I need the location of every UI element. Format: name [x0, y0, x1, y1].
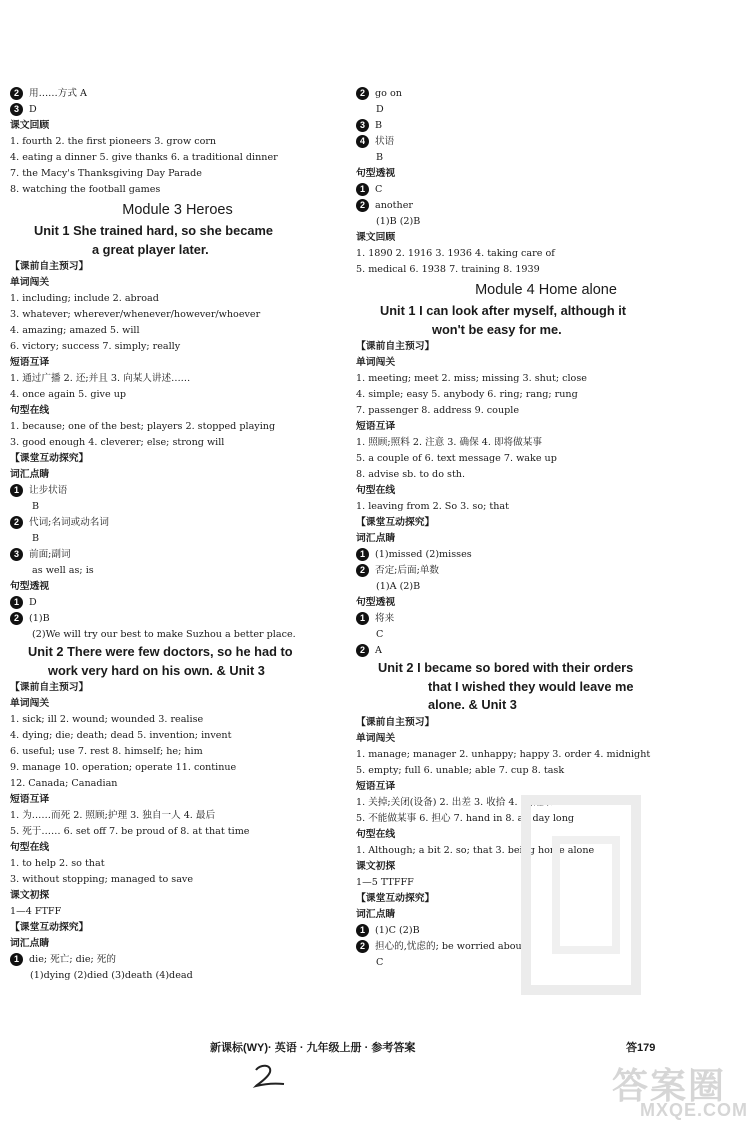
section-heading: 词汇点睛 [10, 938, 50, 949]
answer-text: 担心的,忧虑的; be worried about [375, 940, 526, 952]
numbered-answer [356, 547, 736, 563]
answer-line: 1. 照顾;照料 2. 注意 3. 确保 4. 即将做某事 [356, 437, 542, 448]
module-title: Module 4 Home alone [475, 282, 617, 298]
answer-line: 7. the Macy's Thanksgiving Day Parade [10, 168, 202, 179]
section-heading: 课文回顾 [10, 120, 50, 131]
number-badge: 2 [10, 516, 23, 529]
answer-text: another [375, 200, 413, 211]
answer-line: 1. sick; ill 2. wound; wounded 3. realise [10, 714, 204, 725]
answer-text: A [375, 645, 382, 656]
numbered-answer [10, 515, 345, 531]
section-heading: 【课堂互动探究】 [10, 453, 89, 464]
numbered-answer [356, 563, 736, 579]
indented-answer: D [376, 104, 384, 115]
answer-line: 1. leaving from 2. So 3. so; that [356, 501, 509, 512]
answer-text: go on [375, 88, 402, 99]
answer-line: 4. dying; die; death; dead 5. invention; invent [10, 730, 232, 741]
indented-answer: B [376, 152, 384, 163]
section-heading: 【课前自主预习】 [356, 341, 435, 352]
unit-title: Unit 2 I became so bored with their orders [378, 660, 634, 675]
answer-line: 7. passenger 8. address 9. couple [356, 405, 520, 416]
answer-line: 1. because; one of the best; players 2. stopped playing [10, 421, 276, 432]
answer-text: 用……方式 A [29, 88, 87, 99]
answer-line: 5. 死于…… 6. set off 7. be proud of 8. at that time [10, 826, 250, 837]
number-badge: 1 [10, 953, 23, 966]
answer-line: 3. whatever; wherever/whenever/however/whoever [10, 309, 261, 320]
indented-answer: C [376, 956, 384, 968]
answer-line: 1. Although; a bit 2. so; that 3. being home alone [356, 844, 595, 856]
numbered-answer [10, 595, 345, 611]
section-heading: 单词闯关 [356, 357, 396, 368]
answer-line: 5. 不能做某事 6. 担心 7. hand in 8. all day long [356, 812, 575, 824]
number-badge: 4 [356, 135, 369, 148]
section-heading: 词汇点睛 [10, 469, 50, 480]
watermark-url: MXQE.COM [640, 1100, 749, 1120]
section-heading: 短语互译 [356, 421, 396, 432]
answer-line: 4. amazing; amazed 5. will [10, 325, 140, 336]
answer-line: 6. useful; use 7. rest 8. himself; he; him [10, 746, 203, 757]
answer-line: 5. a couple of 6. text message 7. wake up [356, 453, 557, 464]
left-column [10, 86, 345, 984]
section-heading: 【课堂互动探究】 [10, 922, 89, 933]
numbered-answer [356, 611, 736, 627]
number-badge: 2 [356, 199, 369, 212]
indented-answer: (2)We will try our best to make Suzhou a better place. [32, 629, 296, 640]
section-heading: 词汇点睛 [356, 533, 396, 544]
section-heading: 句型透视 [10, 581, 50, 592]
answer-line: 1. 1890 2. 1916 3. 1936 4. taking care of [356, 248, 555, 259]
answer-text: 否定;后面;单数 [375, 565, 440, 576]
section-heading: 短语互译 [10, 794, 50, 805]
answer-text: D [29, 597, 37, 608]
answer-text: C [375, 184, 383, 195]
unit-title-cont: work very hard on his own. & Unit 3 [48, 662, 265, 678]
answer-line: 1—4 FTFF [10, 906, 62, 917]
number-badge: 2 [356, 644, 369, 657]
watermark-logo: 答案圈 [612, 1065, 727, 1106]
indented-answer: as well as; is [32, 565, 94, 576]
indented-answer: (1)dying (2)died (3)death (4)dead [30, 970, 193, 981]
numbered-answer [10, 102, 345, 118]
answer-text: (1)missed (2)misses [375, 549, 472, 560]
section-heading: 【课前自主预习】 [10, 261, 89, 272]
number-badge: 1 [10, 596, 23, 609]
answer-text: die; 死亡; die; 死的 [29, 954, 116, 965]
answer-line: 1. fourth 2. the first pioneers 3. grow corn [10, 136, 217, 147]
faint-background-pattern [496, 780, 666, 1010]
answer-text: B [375, 120, 383, 131]
answer-line: 1. meeting; meet 2. miss; missing 3. shut; close [356, 373, 587, 384]
answer-line: 9. manage 10. operation; operate 11. continue [10, 762, 237, 773]
answer-line: 8. watching the football games [10, 184, 161, 195]
section-heading: 短语互译 [10, 357, 50, 368]
numbered-answer [10, 952, 345, 968]
section-heading: 单词闯关 [356, 732, 396, 744]
section-heading: 短语互译 [356, 780, 396, 792]
number-badge: 1 [10, 484, 23, 497]
section-heading: 课文回顾 [356, 232, 396, 243]
number-badge: 2 [10, 612, 23, 625]
section-heading: 【课前自主预习】 [10, 682, 89, 693]
section-heading: 句型在线 [10, 842, 50, 853]
page-number: 答179 [626, 1042, 656, 1054]
unit-title: Unit 1 She trained hard, so she became [34, 223, 273, 238]
answer-text: D [29, 104, 37, 115]
section-heading: 单词闯关 [10, 698, 50, 709]
numbered-answer [356, 134, 736, 150]
number-badge: 1 [356, 183, 369, 196]
number-badge: 2 [356, 87, 369, 100]
numbered-answer [356, 118, 736, 134]
unit-title-cont: alone. & Unit 3 [428, 697, 517, 712]
section-heading: 【课堂互动探究】 [356, 517, 435, 528]
numbered-answer [356, 643, 736, 659]
number-badge: 2 [356, 940, 369, 953]
section-heading: 【课堂互动探究】 [356, 892, 435, 904]
answer-text: 将来 [375, 613, 395, 624]
answer-line: 1. manage; manager 2. unhappy; happy 3. order 4. midnight [356, 748, 651, 760]
answer-line: 4. once again 5. give up [10, 389, 127, 400]
answer-text: (1)B [29, 613, 50, 624]
section-heading: 句型在线 [356, 828, 396, 840]
numbered-answer [10, 86, 345, 102]
answer-line: 1. including; include 2. abroad [10, 293, 159, 304]
answer-line: 1. to help 2. so that [10, 858, 105, 869]
answer-line: 12. Canada; Canadian [10, 778, 118, 789]
section-heading: 词汇点睛 [356, 908, 396, 920]
answer-line: 1. 为……而死 2. 照顾;护理 3. 独自一人 4. 最后 [10, 810, 216, 821]
number-badge: 2 [356, 564, 369, 577]
number-badge: 3 [10, 103, 23, 116]
number-badge: 3 [356, 119, 369, 132]
indented-answer: C [376, 629, 384, 640]
numbered-answer [356, 182, 736, 198]
number-badge: 2 [10, 87, 23, 100]
unit-title-cont: a great player later. [92, 241, 209, 257]
section-heading: 句型在线 [356, 485, 396, 496]
numbered-answer [10, 611, 345, 627]
answer-line: 3. good enough 4. cleverer; else; strong will [10, 437, 225, 448]
answer-line: 5. medical 6. 1938 7. training 8. 1939 [356, 264, 540, 275]
answer-line: 4. simple; easy 5. anybody 6. ring; rang; rung [356, 389, 578, 400]
numbered-answer [10, 483, 345, 499]
section-heading: 单词闯关 [10, 277, 50, 288]
indented-answer: (1)A (2)B [376, 581, 421, 592]
handwritten-mark [250, 1062, 290, 1090]
page-footer: 新课标(WY)· 英语 · 九年级上册 · 参考答案 [210, 1042, 416, 1054]
section-heading: 课文初探 [10, 890, 50, 901]
number-badge: 1 [356, 612, 369, 625]
section-heading: 课文初探 [356, 860, 396, 872]
answer-text: 前面;副词 [29, 549, 71, 560]
answer-line: 4. eating a dinner 5. give thanks 6. a traditional dinner [10, 152, 278, 163]
indented-answer: B [32, 533, 40, 544]
section-heading: 【课前自主预习】 [356, 716, 435, 728]
numbered-answer [356, 198, 736, 214]
answer-line: 6. victory; success 7. simply; really [10, 341, 181, 352]
answer-line: 1. 通过广播 2. 还;并且 3. 向某人讲述…… [10, 373, 191, 384]
answer-text: 状语 [375, 136, 395, 147]
answer-line: 1. 关掉;关闭(设备) 2. 出差 3. 收拾 4. 醒;醒来 [356, 796, 553, 808]
answer-line: 1—5 TTFFF [356, 876, 414, 888]
answer-line: 5. empty; full 6. unable; able 7. cup 8. task [356, 764, 565, 776]
unit-title: Unit 1 I can look after myself, although it [380, 303, 627, 318]
unit-title-cont: that I wished they would leave me [428, 678, 634, 694]
number-badge: 1 [356, 924, 369, 937]
module-title: Module 3 Heroes [122, 202, 233, 218]
section-heading: 句型在线 [10, 405, 50, 416]
unit-title: Unit 2 There were few doctors, so he had to [28, 644, 293, 659]
numbered-answer [10, 547, 345, 563]
section-heading: 句型透视 [356, 168, 396, 179]
answer-text: 让步状语 [29, 485, 68, 496]
answer-text: (1)C (2)B [375, 924, 420, 936]
number-badge: 1 [356, 548, 369, 561]
indented-answer: B [32, 501, 40, 512]
section-heading: 句型透视 [356, 597, 396, 608]
unit-title-cont: won't be easy for me. [432, 321, 562, 337]
answer-text: 代词;名词或动名词 [29, 517, 109, 528]
number-badge: 3 [10, 548, 23, 561]
numbered-answer [356, 86, 736, 102]
indented-answer: (1)B (2)B [376, 216, 421, 227]
answer-line: 3. without stopping; managed to save [10, 874, 194, 885]
answer-line: 8. advise sb. to do sth. [356, 469, 466, 480]
